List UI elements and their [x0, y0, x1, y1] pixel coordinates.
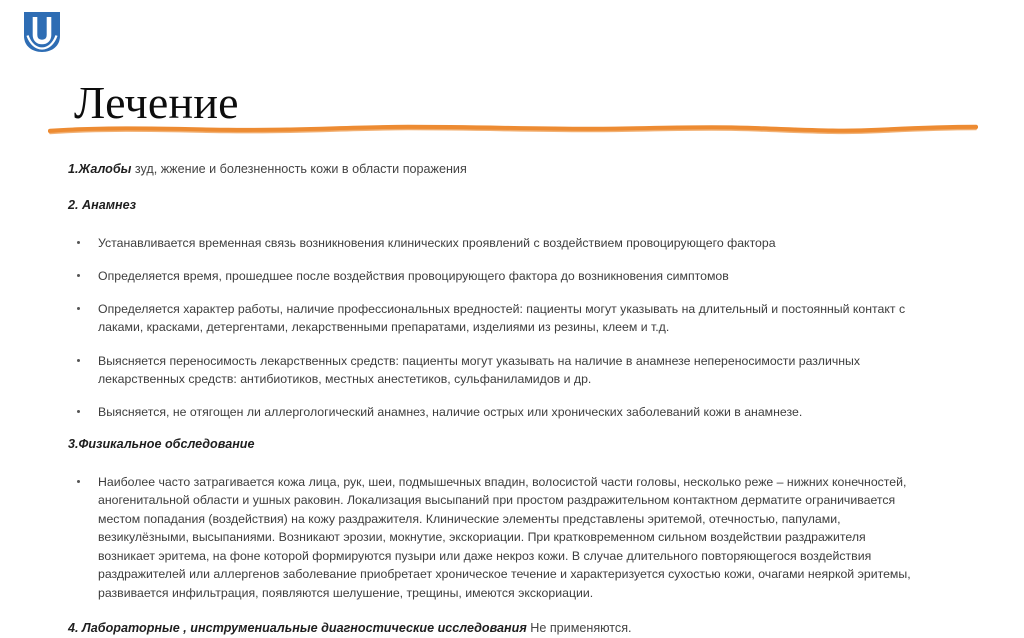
spacer	[68, 215, 918, 234]
physical-exam-paragraph-text: Наиболее часто затрагивается кожа лица, рук, шеи, подмышечных впадин, волосистой части головы, несколько реже – нижних конечностей, аногенитальной области и ушных раковин. Локализация высыпаний при простом раздражительном контактном дерматите ограничивается местом попадания (воздействия) на кожу раздражителя. Клинические элементы представлены эритемой, отечностью, папулами, везикулёзными, высыпаниями. Возникают эрозии, мокнутие, экскориации. При кратковременном сильном воздействии раздражителя возникает эритема, на фоне которой формируются пузыри или даже некроз кожи. В случае длительного повторяющегося воздействия раздражителей или аллергенов заболевание приобретает хроническое течение и характеризуется сухостью кожи, очагами неяркой эритемы, развивается инфильтрация, появляются шелушение, трещины, имеются экскориации.	[98, 474, 911, 600]
physical-exam-paragraph	[68, 473, 918, 602]
section-complaints-heading	[68, 160, 918, 179]
list-item	[68, 403, 918, 421]
university-shield-u-logo-icon	[18, 8, 66, 56]
list-item	[68, 352, 918, 388]
spacer	[68, 179, 918, 196]
list-item-text: Выясняется переносимость лекарственных средств: пациенты могут указывать на наличие в анамнезе непереносимости различных лекарственных средств: антибиотиков, местных анестетиков, сульфаниламидов и др.	[98, 353, 860, 386]
section-physical-exam-lead: 3.Физикальное обследование	[68, 437, 255, 452]
slide-body	[68, 160, 918, 638]
anamnesis-bullet-list	[68, 234, 918, 421]
list-item-text: Устанавливается временная связь возникновения клинических проявлений с воздействием провоцирующего фактора	[98, 235, 776, 250]
spacer	[68, 421, 918, 435]
list-item-text: Выясняется, не отягощен ли аллергологический анамнез, наличие острых или хронических заболеваний кожи в анамнезе.	[98, 404, 803, 419]
list-item-text: Определяется время, прошедшее после воздействия провоцирующего фактора до возникновения симптомов	[98, 268, 729, 283]
wavy-rule-divider-icon	[48, 118, 978, 140]
spacer	[68, 454, 918, 473]
section-anamnesis-lead: 2. Анамнез	[68, 197, 137, 212]
list-item	[68, 234, 918, 252]
section-physical-exam-heading	[68, 435, 918, 454]
section-lab-studies-heading	[68, 619, 918, 638]
section-complaints-lead: 1.Жалобы	[68, 162, 132, 176]
list-item	[68, 267, 918, 285]
section-lab-studies-lead: 4. Лабораторные , инструмениальные диагностические исследования	[68, 621, 527, 636]
section-complaints-rest: зуд, жжение и болезненность кожи в области поражения	[131, 162, 467, 176]
list-item	[68, 300, 918, 336]
spacer	[68, 602, 918, 619]
list-item-text: Определяется характер работы, наличие профессиональных вредностей: пациенты могут указывать на длительный и постоянный контакт с лаками, красками, детергентами, лекарственными препаратами, изделиями из резины, клеем и т.д.	[98, 302, 906, 335]
section-lab-studies-rest: Не применяются.	[526, 621, 632, 636]
section-anamnesis-heading	[68, 196, 918, 215]
page-title: Лечение	[74, 76, 239, 128]
